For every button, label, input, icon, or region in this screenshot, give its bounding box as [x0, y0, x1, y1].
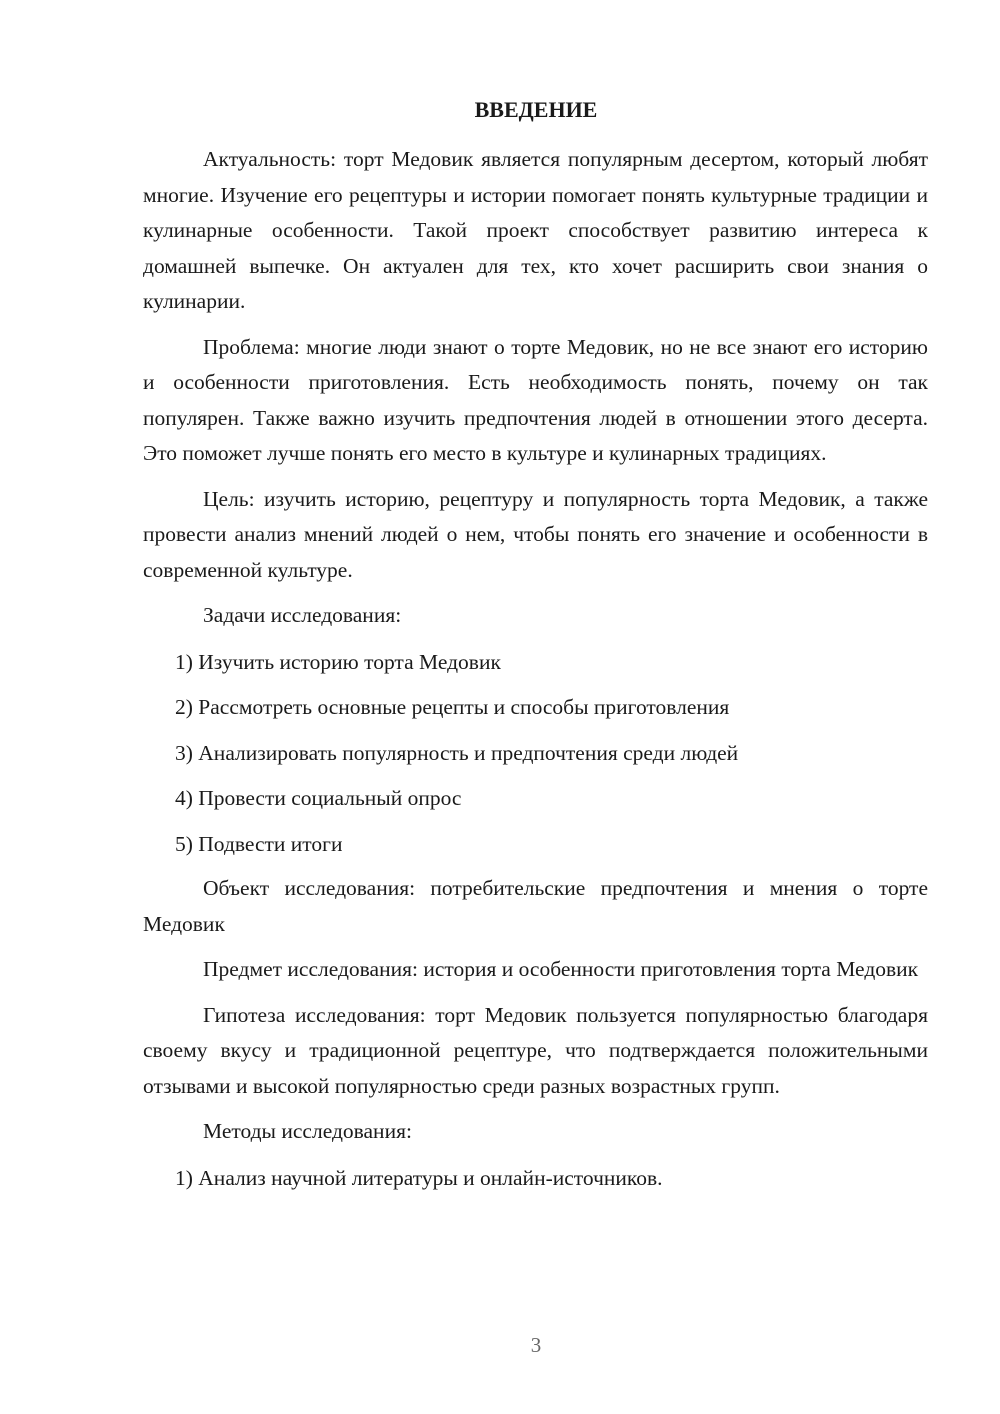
- list-item: 2) Рассмотреть основные рецепты и способы приготовления: [175, 695, 730, 719]
- hypothesis-paragraph: Гипотеза исследования: торт Медовик пользуется популярностью благодаря своему вкусу и традиционной рецептуре, что подтверждается положительными отзывами и высокой популярностью среди разных возрастных групп.: [143, 1002, 928, 1098]
- problem-paragraph: Проблема: многие люди знают о торте Медовик, но не все знают его историю и особенности приготовления. Есть необходимость понять, почему он так популярен. Также важно изучить предпочтения людей в отношении этого десерта. Это поможет лучше понять его место в культуре и кулинарных традициях.: [143, 334, 928, 465]
- list-item: 5) Подвести итоги: [175, 831, 343, 856]
- list-item: 3) Анализировать популярность и предпочтения среди людей: [175, 740, 739, 765]
- tasks-list: [143, 644, 928, 862]
- list-item: 4) Провести социальный опрос: [175, 786, 462, 810]
- subject-paragraph: Предмет исследования: история и особенности приготовления торта Медовик: [203, 957, 919, 981]
- list-item: 1) Анализ научной литературы и онлайн-источников.: [175, 1165, 663, 1190]
- list-item: 1) Изучить историю торта Медовик: [175, 649, 501, 674]
- tasks-label: Задачи исследования:: [203, 603, 402, 627]
- page-number: 3: [530, 1333, 542, 1357]
- object-paragraph: Объект исследования: потребительские предпочтения и мнения о торте Медовик: [143, 876, 928, 936]
- methods-label: Методы исследования:: [203, 1119, 412, 1143]
- goal-paragraph: Цель: изучить историю, рецептуру и популярность торта Медовик, а также провести анализ мнений людей о нем, чтобы понять его значение и особенности в современной культуре.: [143, 486, 928, 582]
- methods-list: [143, 1160, 928, 1196]
- document-body: [143, 142, 928, 1205]
- section-title: ВВЕДЕНИЕ: [474, 97, 598, 122]
- relevance-paragraph: Актуальность: торт Медовик является популярным десертом, который любят многие. Изучение его рецептуры и истории помогает понять культурные традиции и кулинарные особенности. Такой проект способствует развитию интереса к домашней выпечке. Он актуален для тех, кто хочет расширить свои знания о кулинарии.: [143, 147, 928, 313]
